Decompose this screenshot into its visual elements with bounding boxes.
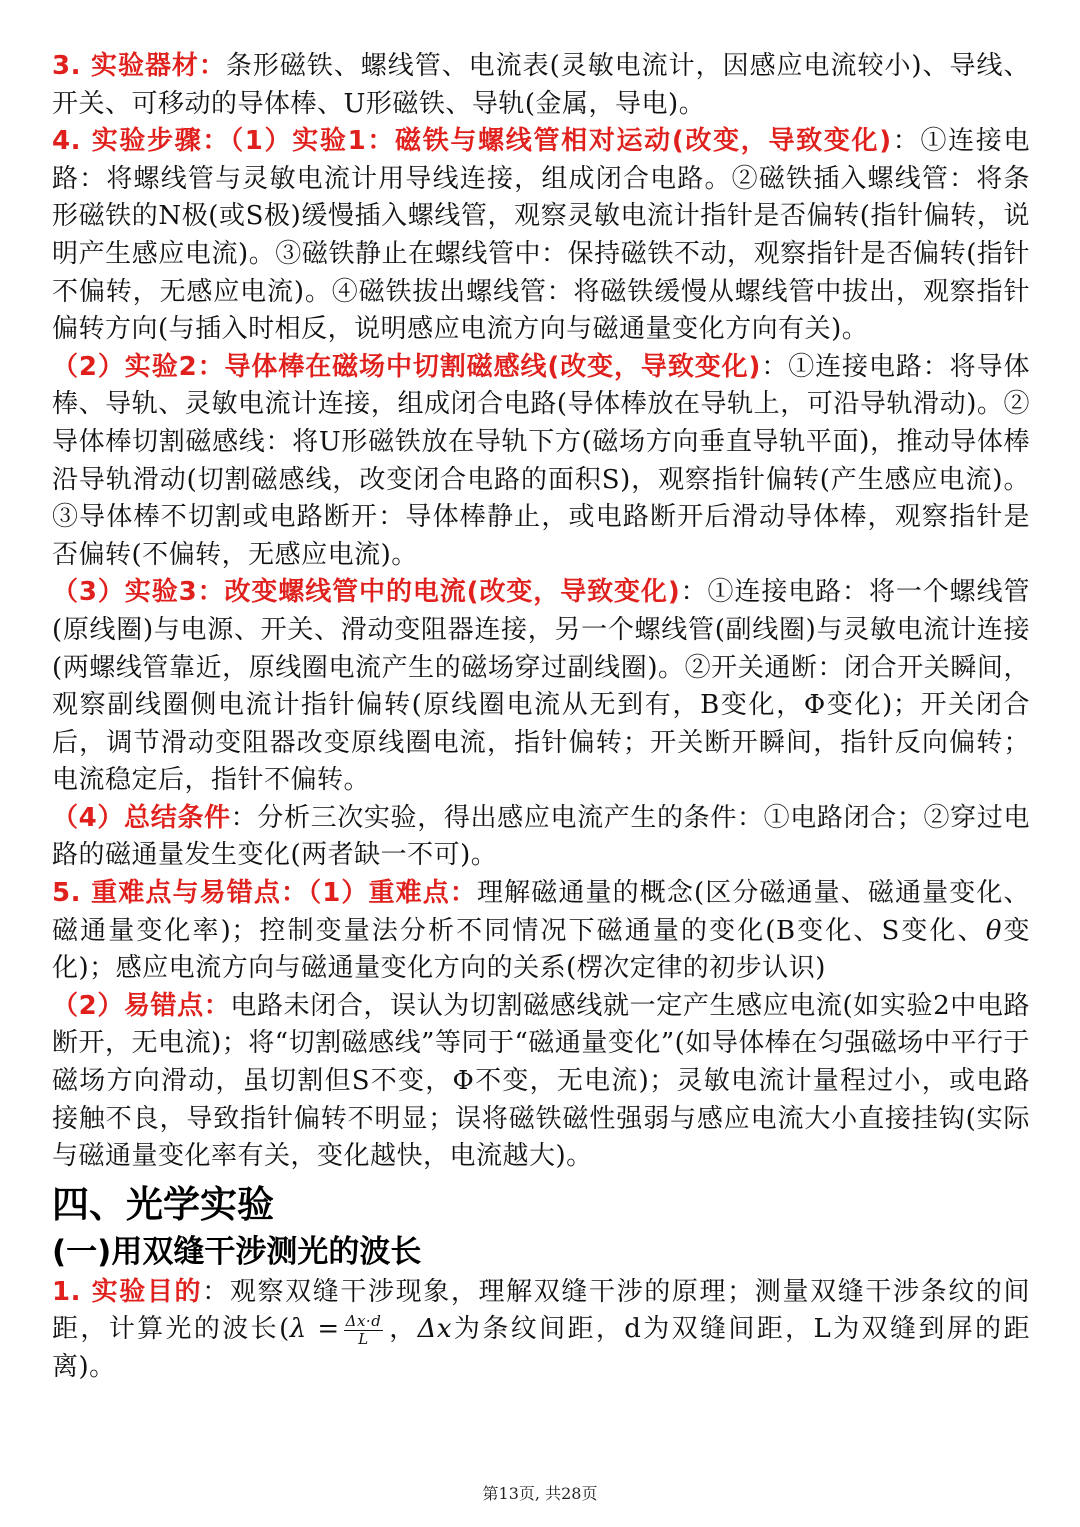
experiment-2-label: （2）实验2：导体棒在磁场中切割磁感线(改变，导致变化) [52, 351, 761, 382]
common-mistakes-label: （2）易错点： [52, 990, 231, 1021]
section-5-label: 5. 重难点与易错点：（1）重难点： [52, 878, 477, 909]
section-4-text: ：①连接电路：将螺线管与灵敏电流计用导线连接，组成闭合电路。②磁铁插入螺线管：将条形磁铁的N极(或S极)缓慢插入螺线管，观察灵敏电流计指针是否偏转(指针偏转，说明产生感应电流)。③磁铁静止在螺线管中：保持磁铁不动，观察指针是否偏转(指针不偏转，无感应电流)。④磁铁拔出螺线管：将磁铁缓慢从螺线管中拔出，观察指针偏转方向(与插入时相反，说明感应电流方向与磁通量变化方向有关)。 [52, 126, 1030, 345]
theta-symbol: θ [985, 915, 1002, 946]
section-1-comma: ， [387, 1314, 418, 1345]
section-1-text-a: ：观察双缝干涉现象，理解双缝干涉的原理；测量双缝干涉条纹的间距，计算光的波长( [52, 1276, 1030, 1345]
experiment-3-text: ：①连接电路：将一个螺线管(原线圈)与电源、开关、滑动变阻器连接，另一个螺线管(副线圈)与灵敏电流计连接(两螺线管靠近，原线圈电流产生的磁场穿过副线圈)。②开关通断：闭合开关瞬间，观察副线圈侧电流计指针偏转(原线圈电流从无到有，B变化，Φ变化)；开关闭合后，调节滑动变阻器改变原线圈电流，指针偏转；开关断开瞬间，指针反向偏转；电流稳定后，指针不偏转。 [52, 577, 1030, 796]
wavelength-fraction [344, 1313, 384, 1348]
section-4-label: 4. 实验步骤：（1）实验1：磁铁与螺线管相对运动(改变，导致变化) [52, 126, 892, 157]
section-3-materials [52, 48, 1030, 123]
fraction-denominator: L [358, 1329, 369, 1348]
experiment-3-label: （3）实验3：改变螺线管中的电流(改变，导致变化) [52, 577, 681, 608]
summary-conditions [52, 800, 1030, 875]
section-3-label: 3. 实验器材： [52, 51, 226, 81]
summary-label: （4）总结条件 [52, 802, 231, 833]
summary-text: ：分析三次实验，得出感应电流产生的条件：①电路闭合；②穿过电路的磁通量发生变化(两者缺一不可)。 [52, 802, 1030, 871]
experiment-3 [52, 574, 1030, 800]
delta-x-symbol: Δx [417, 1314, 453, 1345]
section-1-label: 1. 实验目的 [52, 1276, 203, 1307]
lambda-equation: λ = [289, 1314, 340, 1345]
section-5-key-points [52, 875, 1030, 988]
common-mistakes-text: 电路未闭合，误认为切割磁感线就一定产生感应电流(如实验2中电路断开，无电流)；将“切割磁感线”等同于“磁通量变化”(如导体棒在匀强磁场中平行于磁场方向滑动，虽切割但S不变，Φ不变，无电流)；灵敏电流计量程过小，或电路接触不良，导致指针偏转不明显；误将磁铁磁性强弱与感应电流大小直接挂钩(实际与磁通量变化率有关，变化越快，电流越大)。 [52, 990, 1030, 1172]
heading-double-slit: (一)用双缝干涉测光的波长 [52, 1233, 422, 1270]
section-1-purpose [52, 1274, 1030, 1387]
experiment-2 [52, 349, 1030, 575]
section-3-text: 条形磁铁、螺线管、电流表(灵敏电流计，因感应电流较小)、导线、开关、可移动的导体棒、U形磁铁、导轨(金属，导电)。 [52, 51, 1030, 119]
heading-optics-experiments: 四、光学实验 [52, 1182, 274, 1226]
section-5-text-b: 变化)；感应电流方向与磁通量变化方向的关系(楞次定律的初步认识) [52, 915, 1030, 984]
fraction-numerator: Δx·d [345, 1311, 382, 1330]
common-mistakes [52, 988, 1030, 1176]
section-4-steps [52, 123, 1030, 349]
page-footer: 第13页, 共28页 [482, 1484, 598, 1503]
section-5-text-a: 理解磁通量的概念(区分磁通量、磁通量变化、磁通量变化率)；控制变量法分析不同情况下磁通量的变化(B变化、S变化、 [52, 878, 1030, 946]
section-1-text-b: 为条纹间距，d为双缝间距，L为双缝到屏的距离)。 [52, 1314, 1030, 1382]
experiment-2-text: ：①连接电路：将导体棒、导轨、灵敏电流计连接，组成闭合电路(导体棒放在导轨上，可沿导轨滑动)。②导体棒切割磁感线：将U形磁铁放在导轨下方(磁场方向垂直导轨平面)，推动导体棒沿导轨滑动(切割磁感线，改变闭合电路的面积S)，观察指针偏转(产生感应电流)。③导体棒不切割或电路断开：导体棒静止，或电路断开后滑动导体棒，观察指针是否偏转(不偏转，无感应电流)。 [52, 351, 1030, 570]
